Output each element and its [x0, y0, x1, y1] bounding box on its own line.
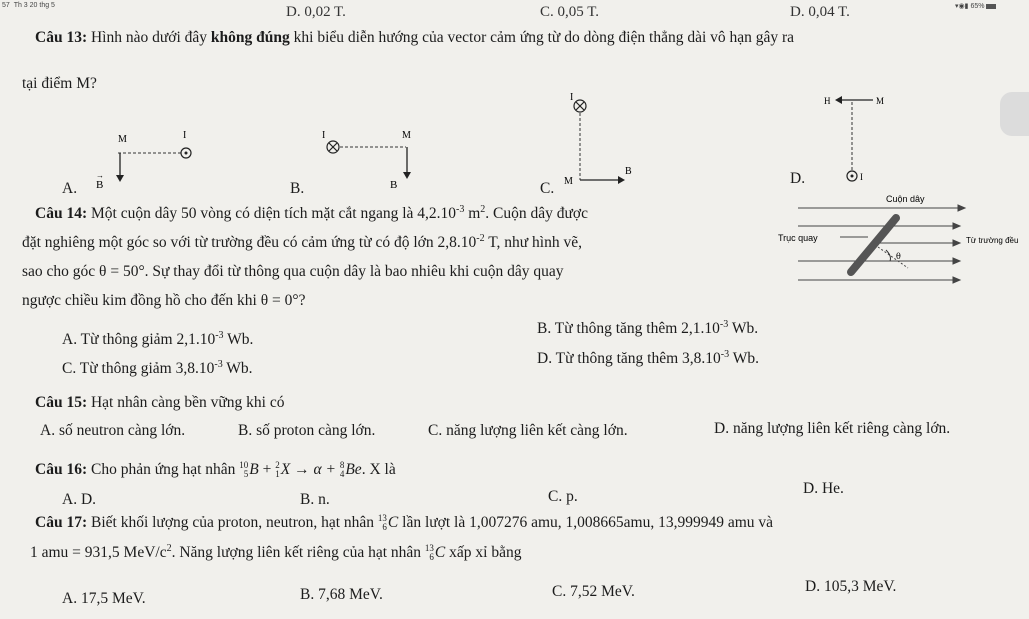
- svg-text:→: →: [96, 171, 104, 180]
- option-16-a[interactable]: A. D.: [62, 491, 97, 508]
- option-16-d[interactable]: D. He.: [803, 480, 844, 497]
- figure-coil: [768, 190, 1029, 290]
- question-14-line-4: ngược chiều kim đồng hồ cho đến khi θ = 0°?: [22, 292, 306, 309]
- figure-c-label-m: M: [564, 176, 573, 187]
- option-15-d[interactable]: D. năng lượng liên kết riêng càng lớn.: [714, 420, 951, 437]
- side-handle[interactable]: [1000, 92, 1029, 136]
- figure-theta-label: θ: [896, 252, 901, 261]
- option-13-b[interactable]: B.: [290, 180, 305, 197]
- option-14-c[interactable]: C. Từ thông giảm $3,8.10^{-3}$ Wb.: [62, 358, 253, 377]
- option-15-c[interactable]: C. năng lượng liên kết càng lớn.: [428, 422, 628, 439]
- option-14-b[interactable]: B. Từ thông tăng thêm $2,1.10^{-3}$ Wb.: [537, 318, 759, 337]
- nuclide-carbon: 13 6 C: [377, 513, 399, 533]
- option-14-a[interactable]: A. Từ thông giảm $2,1.10^{-3}$ Wb.: [62, 329, 254, 348]
- status-time: 57 Th 3 20 thg 5: [2, 2, 55, 9]
- option-15-b[interactable]: B. số proton càng lớn.: [238, 422, 376, 439]
- option-13-c[interactable]: C.: [540, 180, 555, 197]
- question-14-line-2: đặt nghiêng một góc so với từ trường đều có cảm ứng từ có độ lớn $2,8.10^{-2}$ T, như hình vẽ,: [22, 232, 582, 251]
- figure-b-label-m: M: [402, 130, 411, 141]
- figure-option-a: [60, 120, 210, 200]
- option-17-d[interactable]: D. 105,3 MeV.: [805, 578, 897, 595]
- figure-axis-label: Trục quay: [778, 233, 818, 243]
- figure-a-label-i: I: [183, 130, 187, 141]
- figure-c-label-i: I: [570, 92, 574, 103]
- figure-b-label-b: B: [390, 179, 398, 191]
- prev-option-fragment-2: C. 0,05 T.: [540, 4, 600, 20]
- wifi-icon: ▾◉▮: [955, 3, 969, 10]
- figure-field-label: Từ trường đều: [966, 236, 1019, 245]
- figure-c-label-b: B: [625, 166, 632, 177]
- figure-option-c: [560, 88, 660, 198]
- question-13-line-1: Câu 13: Hình nào dưới đây không đúng khi biểu diễn hướng của vector cảm ứng từ do dòng điện thẳng dài vô hạn gây ra: [35, 29, 795, 46]
- option-15-a[interactable]: A. số neutron càng lớn.: [40, 422, 186, 439]
- nuclide-x: 2 1 X: [275, 460, 291, 480]
- question-17-line-1: Câu 17: Biết khối lượng của proton, neutron, hạt nhân 13 6 C lần lượt là 1,007276 amu, 1,008665amu, 13,999949 amu và: [35, 513, 774, 533]
- prev-option-fragment-3: D. 0,04 T.: [790, 4, 850, 20]
- figure-d-label-i: I: [860, 172, 863, 182]
- option-17-b[interactable]: B. 7,68 MeV.: [300, 586, 383, 603]
- figure-a-label-b: B: [96, 179, 104, 191]
- figure-b-label-i: I: [322, 130, 326, 141]
- question-16: Câu 16: Cho phản ứng hạt nhân 10 5 B + 2 1 X → α + 8 4 Be. X là: [35, 460, 396, 480]
- question-14-line-3: sao cho góc θ = 50°. Sự thay đổi từ thông qua cuộn dây là bao nhiêu khi cuộn dây quay: [22, 263, 564, 280]
- nuclide-beryllium: 8 4 Be: [339, 460, 362, 480]
- figure-option-d: [800, 88, 910, 198]
- figure-option-b: [300, 120, 430, 200]
- question-15: Câu 15: Hạt nhân càng bền vững khi có: [35, 394, 285, 411]
- question-14-line-1: Câu 14: Một cuộn dây 50 vòng có diện tích mặt cắt ngang là $4,2.10^{-3}$ $m^2$. Cuộn dây được: [35, 203, 588, 222]
- option-16-b[interactable]: B. n.: [300, 491, 330, 508]
- question-13-line-2: tại điểm M?: [22, 75, 97, 92]
- option-14-d[interactable]: D. Từ thông tăng thêm $3,8.10^{-3}$ Wb.: [537, 348, 759, 367]
- figure-a-label-m: M: [118, 134, 127, 145]
- nuclide-boron: 10 5 B: [239, 460, 259, 480]
- battery-icon: [986, 4, 996, 9]
- nuclide-carbon-2: 13 6 C: [424, 543, 446, 563]
- option-17-a[interactable]: A. 17,5 MeV.: [62, 590, 146, 607]
- prev-option-fragment-1: D. 0,02 T.: [286, 4, 346, 20]
- option-16-c[interactable]: C. p.: [548, 488, 578, 505]
- figure-coil-label: Cuộn dây: [886, 194, 925, 204]
- battery-level: 65%: [970, 3, 985, 10]
- figure-d-label-h: H: [824, 96, 831, 106]
- question-17-line-2: 1 amu = 931,5 MeV/$c^2$. Năng lượng liên kết riêng của hạt nhân 13 6 C xấp xỉ bằng: [30, 542, 522, 563]
- option-13-a[interactable]: A.: [62, 180, 78, 197]
- option-13-d[interactable]: D.: [790, 170, 806, 187]
- option-17-c[interactable]: C. 7,52 MeV.: [552, 583, 635, 600]
- status-indicators: [955, 2, 996, 10]
- figure-d-label-m: M: [876, 96, 885, 106]
